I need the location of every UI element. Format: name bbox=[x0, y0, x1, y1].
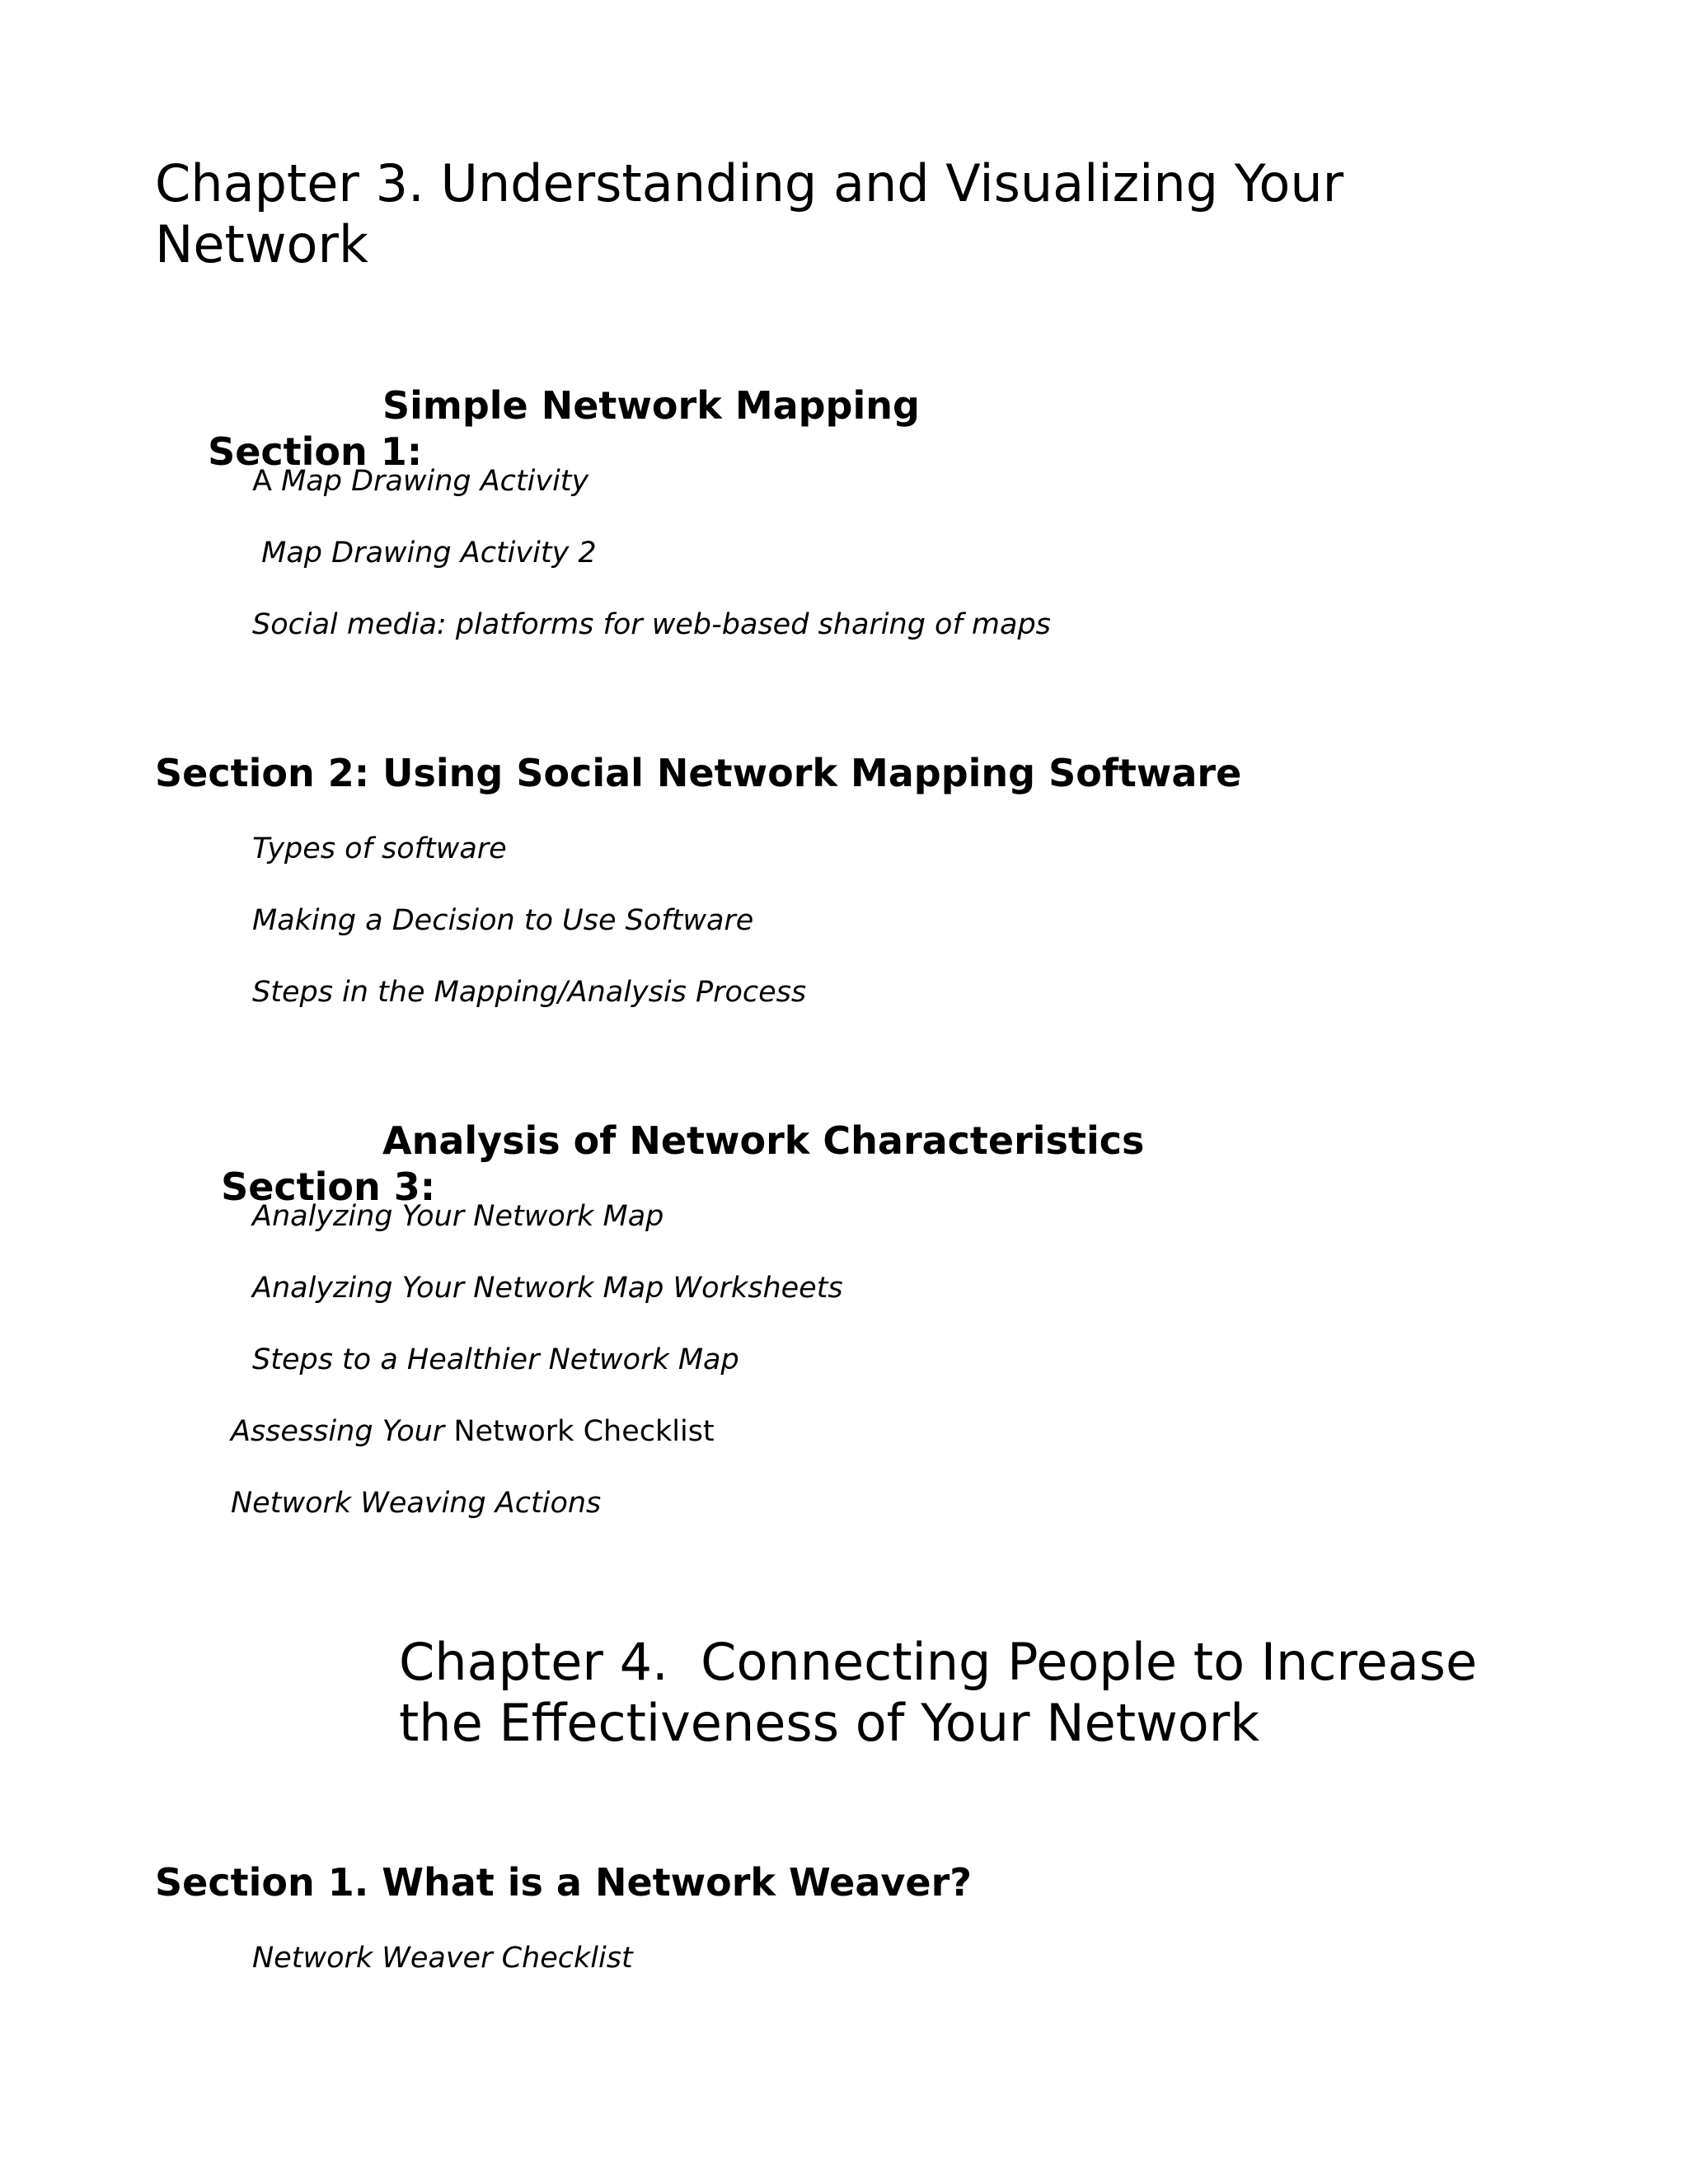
section-1-title: Simple Network Mapping bbox=[382, 383, 920, 428]
section-3-entry-3: Steps to a Healthier Network Map bbox=[252, 1343, 739, 1376]
section-3-entry-2: Analyzing Your Network Map Worksheets bbox=[252, 1272, 843, 1305]
section-3-entry-5: Network Weaving Actions bbox=[231, 1487, 602, 1520]
chapter-4-section-1-entry-1: Network Weaver Checklist bbox=[252, 1942, 633, 1975]
entry-plain-part: Network Checklist bbox=[444, 1415, 715, 1448]
chapter-3-title-line-1: Chapter 3. Understanding and Visualizing Your bbox=[155, 153, 1344, 213]
section-3-entry-1: Analyzing Your Network Map bbox=[252, 1200, 664, 1233]
section-1-entry-1 bbox=[252, 463, 588, 499]
section-2-entry-1: Types of software bbox=[252, 832, 507, 865]
entry-italic-part: Assessing Your bbox=[231, 1415, 445, 1448]
chapter-3-section-2-heading: Section 2: Using Social Network Mapping Software bbox=[155, 751, 1242, 795]
chapter-3-title-line-2: Network bbox=[155, 214, 368, 274]
entry-text: Map Drawing Activity bbox=[281, 465, 589, 498]
chapter-4-section-1-heading: Section 1. What is a Network Weaver? bbox=[155, 1860, 972, 1905]
section-2-entry-3: Steps in the Mapping/Analysis Process bbox=[252, 976, 807, 1009]
section-2-entry-2: Making a Decision to Use Software bbox=[252, 904, 754, 937]
section-3-title: Analysis of Network Characteristics bbox=[382, 1118, 1145, 1163]
section-1-entry-3: Social media: platforms for web-based sharing of maps bbox=[252, 608, 1051, 641]
chapter-4-title-line-1: Chapter 4. Connecting People to Increase bbox=[399, 1632, 1478, 1692]
chapter-3-title bbox=[155, 153, 1343, 275]
section-1-prefix: Section 1: bbox=[208, 429, 423, 474]
chapter-4-title-line-2: the Effectiveness of Your Network bbox=[399, 1693, 1260, 1753]
chapter-4-title bbox=[399, 1632, 1477, 1754]
section-3-entry-4 bbox=[231, 1413, 715, 1450]
section-1-entry-2: Map Drawing Activity 2 bbox=[252, 537, 597, 569]
section-3-prefix: Section 3: bbox=[221, 1165, 436, 1209]
entry-prefix: A bbox=[252, 465, 282, 498]
